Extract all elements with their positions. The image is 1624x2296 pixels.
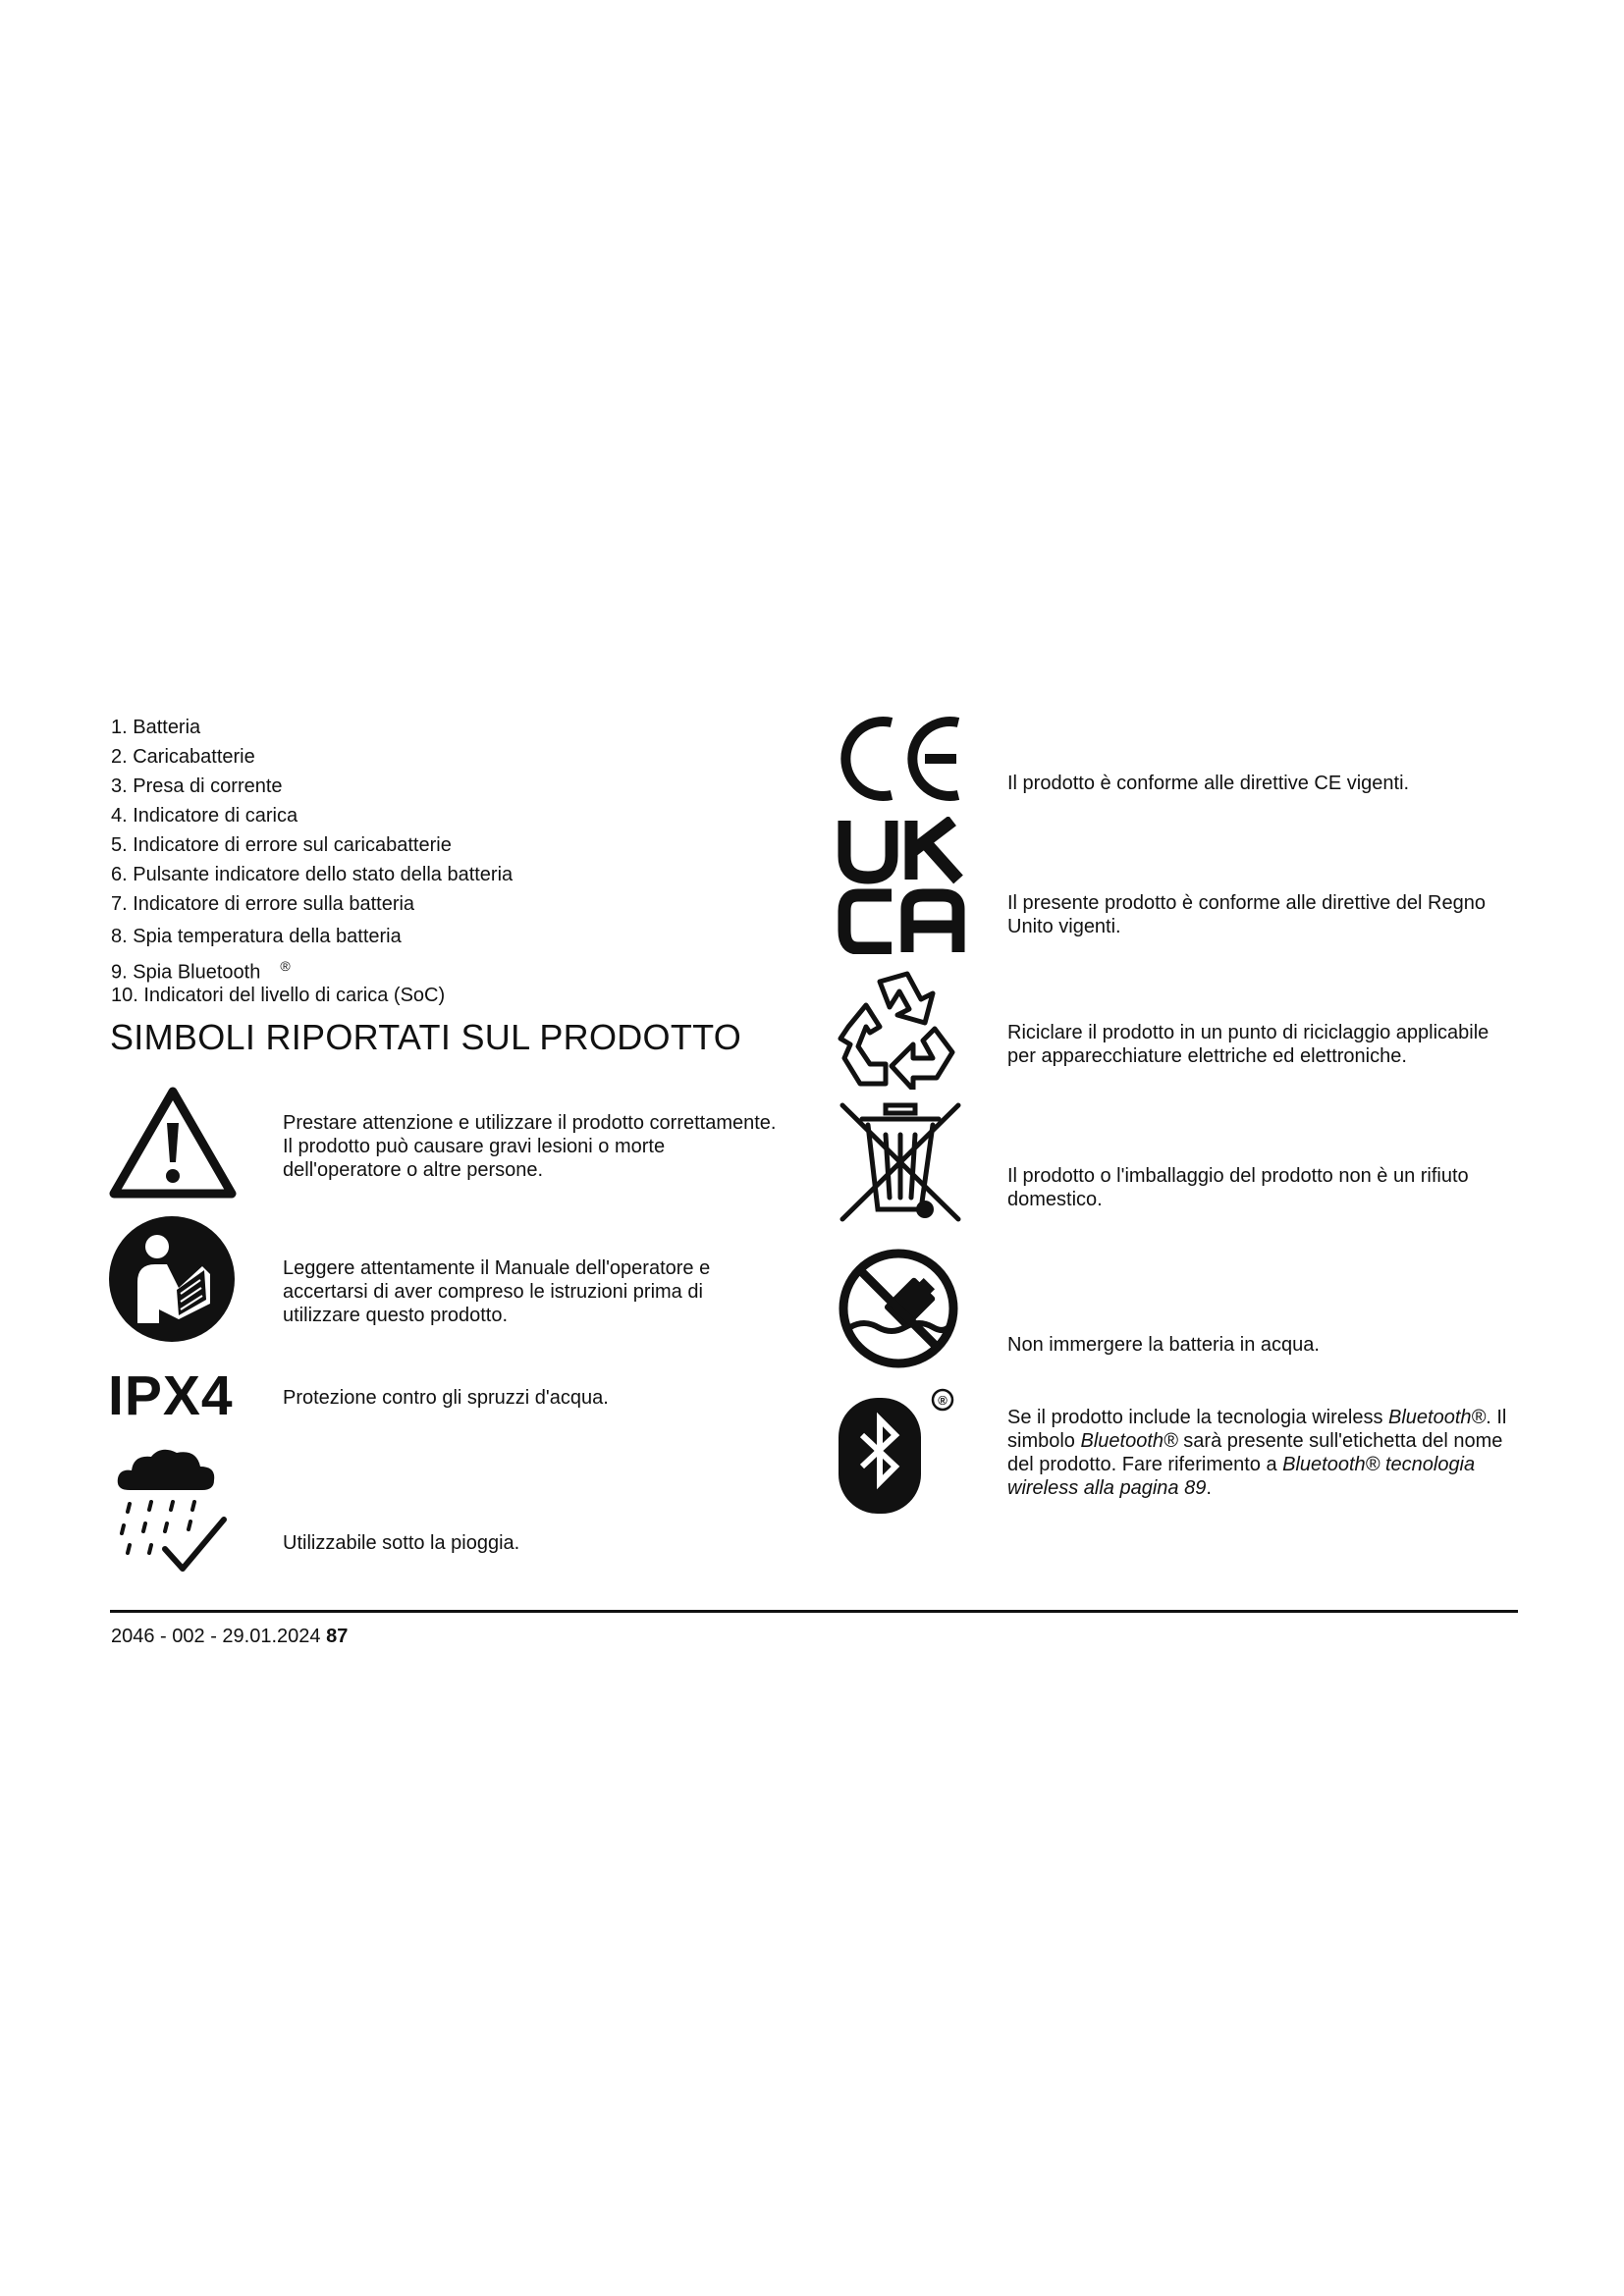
section-title: SIMBOLI RIPORTATI SUL PRODOTTO bbox=[110, 1017, 742, 1057]
recycle-line: per apparecchiature elettriche ed elettroniche. bbox=[1007, 1045, 1407, 1067]
page-reference-link[interactable]: wireless alla pagina 89 bbox=[1007, 1477, 1207, 1499]
list-item: 8. Spia temperatura della batteria bbox=[111, 926, 402, 947]
text: Se il prodotto include la tecnologia wireless bbox=[1007, 1407, 1388, 1428]
list-item: 1. Batteria bbox=[111, 717, 201, 738]
page-number: 87 bbox=[326, 1626, 349, 1647]
bluetooth-trademark: Bluetooth® bbox=[1388, 1407, 1487, 1428]
ukca-description bbox=[1007, 891, 1486, 938]
text: simbolo bbox=[1007, 1430, 1081, 1452]
recycle-line: Riciclare il prodotto in un punto di riciclaggio applicabile bbox=[1007, 1022, 1489, 1043]
recycle-description bbox=[1007, 1021, 1489, 1068]
ukca-line: Il presente prodotto è conforme alle direttive del Regno bbox=[1007, 892, 1486, 914]
document-reference: 2046 - 002 - 29.01.2024 bbox=[111, 1626, 321, 1647]
warning-triangle-icon bbox=[108, 1086, 238, 1200]
text: . bbox=[1206, 1477, 1212, 1499]
warning-description bbox=[283, 1111, 776, 1182]
registered-mark: ® bbox=[280, 958, 291, 974]
weee-description bbox=[1007, 1164, 1469, 1211]
list-item: 5. Indicatore di errore sul caricabatterie bbox=[111, 834, 452, 856]
warning-line: Prestare attenzione e utilizzare il prodotto correttamente. bbox=[283, 1112, 777, 1134]
list-item: 2. Caricabatterie bbox=[111, 746, 255, 768]
list-item-label: 9. Spia Bluetooth bbox=[111, 961, 261, 984]
manual-line: accertarsi di aver compreso le istruzioni prima di bbox=[283, 1281, 703, 1303]
bluetooth-line bbox=[1007, 1406, 1538, 1429]
text: . Il bbox=[1486, 1407, 1507, 1428]
ipx4-description: Protezione contro gli spruzzi d'acqua. bbox=[283, 1387, 609, 1409]
rain-check-icon bbox=[108, 1443, 236, 1580]
bluetooth-reference: Bluetooth® tecnologia bbox=[1282, 1454, 1476, 1475]
bluetooth-line bbox=[1007, 1453, 1538, 1476]
warning-line: Il prodotto può causare gravi lesioni o morte bbox=[283, 1136, 666, 1157]
ipx4-icon: IPX4 bbox=[108, 1364, 234, 1427]
manual-description bbox=[283, 1256, 710, 1327]
list-item: 7. Indicatore di errore sulla batteria bbox=[111, 893, 415, 915]
list-item: 4. Indicatore di carica bbox=[111, 805, 298, 827]
bluetooth-trademark: Bluetooth® bbox=[1080, 1430, 1178, 1452]
footer-divider bbox=[110, 1610, 1518, 1613]
text: del prodotto. Fare riferimento a bbox=[1007, 1454, 1283, 1475]
list-item: 3. Presa di corrente bbox=[111, 775, 283, 797]
ce-description: Il prodotto è conforme alle direttive CE vigenti. bbox=[1007, 773, 1410, 794]
no-immersion-description: Non immergere la batteria in acqua. bbox=[1007, 1334, 1320, 1356]
bluetooth-registered-mark: ® bbox=[938, 1393, 947, 1408]
ce-mark-icon bbox=[837, 715, 968, 803]
text: sarà presente sull'etichetta del nome bbox=[1177, 1430, 1503, 1452]
ukca-mark-icon bbox=[837, 817, 968, 954]
page-footer bbox=[111, 1626, 348, 1648]
manual-line: utilizzare questo prodotto. bbox=[283, 1305, 509, 1326]
warning-line: dell'operatore o altre persone. bbox=[283, 1159, 544, 1181]
rain-description: Utilizzabile sotto la pioggia. bbox=[283, 1532, 520, 1554]
bluetooth-description bbox=[1007, 1406, 1538, 1500]
list-item bbox=[111, 954, 291, 985]
manual-line: Leggere attentamente il Manuale dell'operatore e bbox=[283, 1257, 711, 1279]
bluetooth-line bbox=[1007, 1429, 1538, 1453]
recycle-icon bbox=[837, 968, 964, 1090]
list-item: 6. Pulsante indicatore dello stato della batteria bbox=[111, 864, 514, 885]
weee-line: domestico. bbox=[1007, 1189, 1103, 1210]
weee-crossed-bin-icon bbox=[837, 1099, 964, 1225]
list-item: 10. Indicatori del livello di carica (SoC) bbox=[111, 985, 446, 1006]
no-immersion-icon bbox=[837, 1247, 960, 1370]
read-manual-icon bbox=[108, 1215, 236, 1343]
bluetooth-icon bbox=[837, 1384, 958, 1516]
bluetooth-line bbox=[1007, 1476, 1538, 1500]
weee-line: Il prodotto o l'imballaggio del prodotto non è un rifiuto bbox=[1007, 1165, 1469, 1187]
ukca-line: Unito vigenti. bbox=[1007, 916, 1121, 937]
